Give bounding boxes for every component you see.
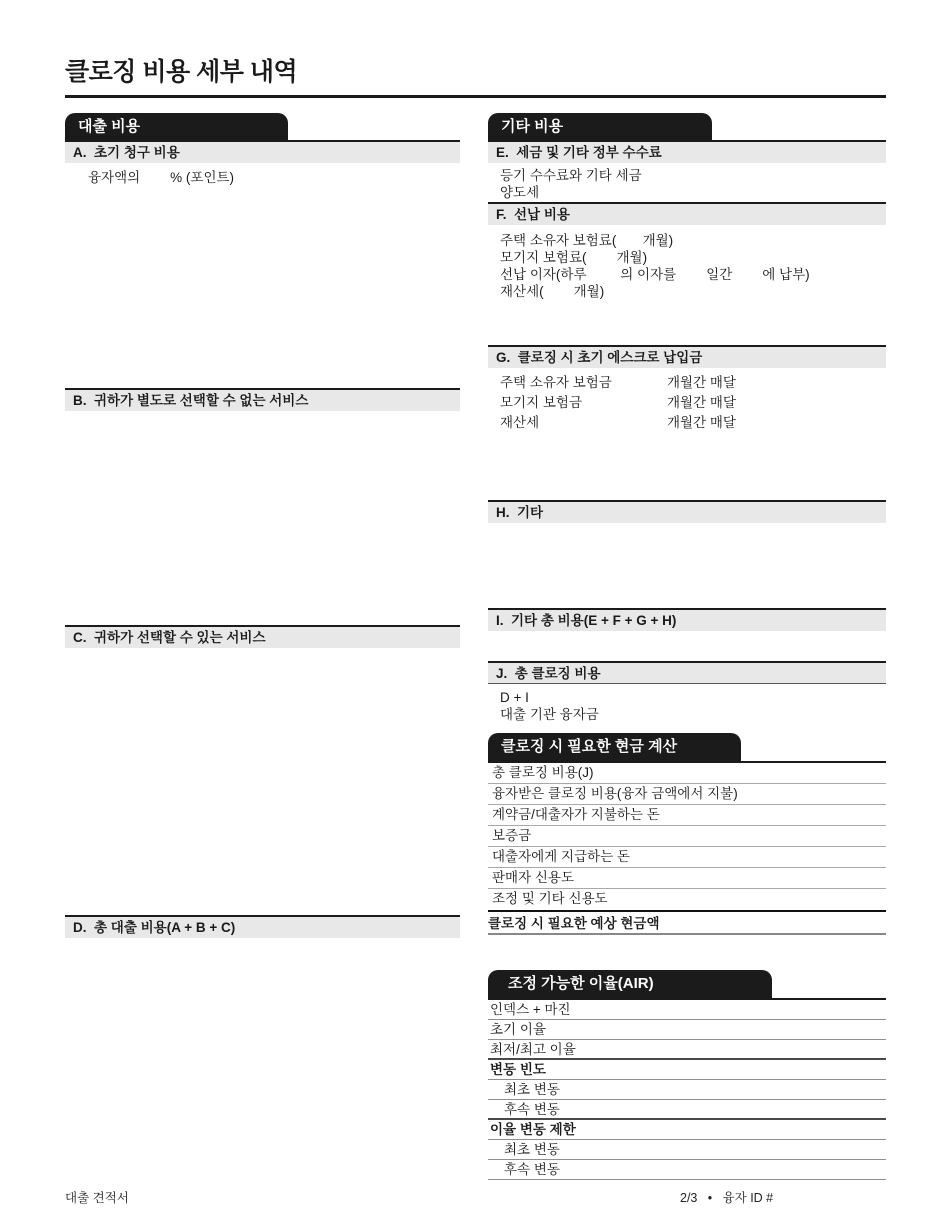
escrow-property-tax-label: 재산세 bbox=[500, 415, 540, 429]
seller-credits-row: 판매자 신용도 bbox=[488, 868, 886, 889]
adjustments-credits-row: 조정 및 기타 신용도 bbox=[492, 891, 608, 906]
section-g-rows bbox=[488, 368, 886, 429]
financed-closing-costs-row: 융자받은 클로징 비용(융자 금액에서 지불) bbox=[488, 784, 886, 805]
escrow-homeowners-row bbox=[488, 373, 886, 393]
cash-to-close-tab: 클로징 시 필요한 현금 계산 bbox=[488, 733, 741, 761]
total-closing-costs-row: 총 클로징 비용(J) bbox=[488, 763, 886, 784]
loan-costs-column bbox=[65, 113, 460, 938]
section-i-header: I. 기타 총 비용(E + F + G + H) bbox=[488, 608, 886, 631]
cash-to-close-table bbox=[488, 761, 886, 935]
section-a-rows bbox=[65, 163, 460, 188]
escrow-homeowners-suffix: 개월간 매달 bbox=[667, 375, 736, 390]
section-j-header: J. 총 클로징 비용 bbox=[488, 661, 886, 684]
air-table bbox=[488, 998, 886, 1180]
funds-for-borrower-row: 대출자에게 지급하는 돈 bbox=[488, 847, 886, 868]
footer-doc-name: 대출 견적서 bbox=[65, 1191, 129, 1205]
origination-points-row: 융자액의 % (포인트) bbox=[88, 170, 235, 185]
section-g-header: G. 클로징 시 초기 에스크로 납입금 bbox=[488, 345, 886, 368]
mortgage-premium-row: 모기지 보험료( 개월) bbox=[500, 250, 648, 265]
subsequent-change-limit-row: 후속 변동 bbox=[488, 1160, 886, 1180]
min-max-rate-row: 최저/최고 이율 bbox=[488, 1040, 886, 1060]
section-f-rows bbox=[488, 225, 886, 305]
transfer-taxes-row: 양도세 bbox=[500, 185, 540, 200]
section-j-rows bbox=[488, 684, 886, 723]
section-b-header: B. 귀하가 별도로 선택할 수 없는 서비스 bbox=[65, 388, 460, 411]
escrow-property-tax-row bbox=[488, 413, 886, 429]
section-d-header: D. 총 대출 비용(A + B + C) bbox=[65, 915, 460, 938]
section-f-header: F. 선납 비용 bbox=[488, 202, 886, 225]
escrow-mortgage-row bbox=[488, 393, 886, 413]
page-title: 클로징 비용 세부 내역 bbox=[65, 58, 298, 86]
air-table-tab: 조정 가능한 이율(AIR) bbox=[488, 970, 772, 998]
initial-rate-row: 초기 이율 bbox=[488, 1020, 886, 1040]
section-e-header: E. 세금 및 기타 정부 수수료 bbox=[488, 140, 886, 163]
prepaid-interest-row: 선납 이자(하루 의 이자를 일간 에 납부) bbox=[500, 267, 810, 282]
escrow-property-tax-suffix: 개월간 매달 bbox=[667, 415, 736, 429]
homeowners-premium-row: 주택 소유자 보험료( 개월) bbox=[500, 233, 674, 248]
escrow-mortgage-label: 모기지 보험금 bbox=[500, 395, 582, 410]
rate-change-limits-row: 이율 변동 제한 bbox=[488, 1120, 886, 1140]
escrow-mortgage-suffix: 개월간 매달 bbox=[667, 395, 736, 410]
down-payment-row: 계약금/대출자가 지불하는 돈 bbox=[488, 805, 886, 826]
section-c-header: C. 귀하가 선택할 수 있는 서비스 bbox=[65, 625, 460, 648]
d-plus-i-row: D + I bbox=[500, 690, 529, 705]
section-e-rows bbox=[488, 163, 886, 202]
first-change-limit-row: 최초 변동 bbox=[488, 1140, 886, 1160]
section-a-header: A. 초기 청구 비용 bbox=[65, 140, 460, 163]
other-costs-tab: 기타 비용 bbox=[488, 113, 712, 140]
other-costs-column bbox=[488, 113, 886, 1180]
change-frequency-row: 변동 빈도 bbox=[488, 1060, 886, 1080]
lender-credits-row: 대출 기관 융자금 bbox=[500, 707, 599, 722]
recording-fees-row: 등기 수수료와 기타 세금 bbox=[500, 168, 642, 183]
title-divider bbox=[65, 95, 886, 98]
footer-page-loan-id: 2/3 • 융자 ID # bbox=[680, 1191, 774, 1205]
escrow-homeowners-label: 주택 소유자 보험금 bbox=[500, 375, 612, 390]
loan-costs-tab: 대출 비용 bbox=[65, 113, 288, 140]
index-margin-row: 인덱스 + 마진 bbox=[488, 1000, 886, 1020]
estimated-cash-to-close-row: 클로징 시 필요한 예상 현금액 bbox=[488, 910, 886, 935]
subsequent-change-frequency-row: 후속 변동 bbox=[488, 1100, 886, 1120]
first-change-frequency-row: 최초 변동 bbox=[488, 1080, 886, 1100]
property-tax-row: 재산세( 개월) bbox=[500, 284, 605, 299]
section-h-header: H. 기타 bbox=[488, 500, 886, 523]
deposit-row: 보증금 bbox=[488, 826, 886, 847]
